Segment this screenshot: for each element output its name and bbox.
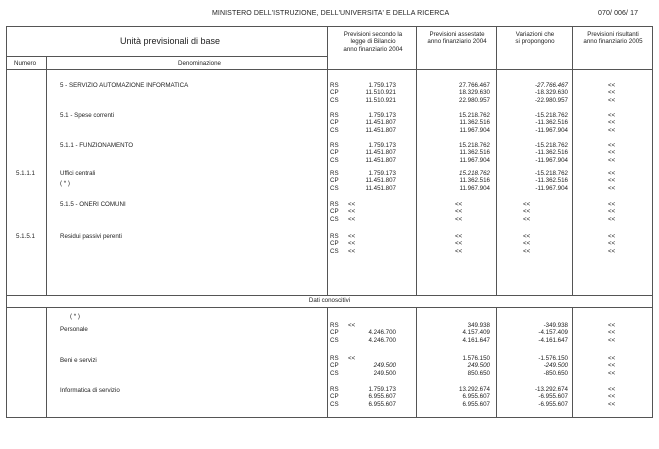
value-col1: 11.451.807 bbox=[365, 149, 396, 157]
value-col4: << bbox=[608, 82, 616, 89]
row-code: RS bbox=[330, 112, 339, 119]
value-col1: 6.955.607 bbox=[368, 400, 396, 408]
value-col1: 249.500 bbox=[373, 362, 396, 370]
value-col1: << bbox=[348, 240, 356, 248]
value-col2: << bbox=[455, 215, 463, 223]
unit-label: Uffici centrali bbox=[60, 170, 96, 177]
dati-star-note: ( * ) bbox=[70, 313, 80, 320]
col3-header: Variazioni che si propongono bbox=[515, 31, 555, 46]
row-code: CP bbox=[330, 119, 339, 127]
value-col3: -4.161.647 bbox=[538, 336, 568, 344]
row-code: CP bbox=[330, 240, 339, 248]
row-code: CS bbox=[330, 156, 339, 164]
value-col3: -15.218.762 bbox=[534, 170, 568, 177]
value-col1: << bbox=[348, 322, 356, 329]
value-col2: << bbox=[455, 201, 463, 208]
value-col1: 11.451.807 bbox=[365, 177, 396, 185]
value-col3: << bbox=[523, 240, 531, 248]
value-col2: << bbox=[455, 247, 463, 255]
value-col4: << bbox=[608, 240, 616, 248]
value-col4: << bbox=[608, 247, 616, 255]
value-col4: << bbox=[608, 156, 616, 164]
ministry-title: MINISTERO DELL'ISTRUZIONE, DELL'UNIVERSITA' E DELLA RICERCA bbox=[212, 10, 450, 17]
row-code: RS bbox=[330, 170, 339, 177]
row-code: CP bbox=[330, 177, 339, 185]
value-col2: 249.500 bbox=[467, 362, 490, 370]
value-col2: 11.362.516 bbox=[459, 177, 490, 185]
row-code: CS bbox=[330, 336, 339, 344]
value-col3: -11.362.516 bbox=[535, 119, 568, 127]
unita-header: Unità previsionali di base bbox=[120, 36, 221, 46]
value-col3: -4.157.409 bbox=[538, 329, 568, 337]
value-col1: << bbox=[348, 201, 356, 208]
value-col2: << bbox=[455, 240, 463, 248]
col2-header: Previsioni assestate anno finanziario 2004 bbox=[427, 31, 487, 46]
value-col3: -11.967.904 bbox=[535, 184, 568, 192]
value-col2: << bbox=[455, 208, 463, 216]
unit-label: 5.1.5 - ONERI COMUNI bbox=[60, 201, 126, 208]
value-col1: << bbox=[348, 247, 356, 255]
value-col3: -6.955.607 bbox=[538, 400, 568, 408]
value-col3: << bbox=[523, 215, 531, 223]
value-col1: 6.955.607 bbox=[368, 393, 396, 401]
value-col2: 11.362.516 bbox=[459, 149, 490, 157]
value-col4: << bbox=[608, 126, 616, 134]
numero-header: Numero bbox=[14, 60, 37, 67]
value-col1: << bbox=[348, 215, 356, 223]
row-code: RS bbox=[330, 201, 339, 208]
value-col1: 11.510.921 bbox=[365, 96, 396, 104]
value-col3: -27.766.467 bbox=[534, 82, 568, 89]
value-col4: << bbox=[608, 177, 616, 185]
page-reference: 070/ 006/ 17 bbox=[598, 10, 639, 17]
dati-conoscitivi-title: Dati conoscitivi bbox=[308, 297, 351, 304]
row-code: RS bbox=[330, 355, 339, 362]
row-code: RS bbox=[330, 142, 339, 149]
value-col2: 6.955.607 bbox=[462, 400, 490, 408]
value-col3: -15.218.762 bbox=[534, 112, 568, 119]
value-col1: << bbox=[348, 355, 356, 362]
row-code: CS bbox=[330, 400, 339, 408]
value-col2: 4.161.647 bbox=[462, 336, 490, 344]
value-col4: << bbox=[608, 201, 616, 208]
value-col2: 6.955.607 bbox=[462, 393, 490, 401]
value-col2: 4.157.409 bbox=[462, 329, 490, 337]
value-col2: 22.980.957 bbox=[459, 96, 490, 104]
row-code: CP bbox=[330, 329, 339, 337]
value-col2: 11.362.516 bbox=[459, 119, 490, 127]
value-col1: << bbox=[348, 208, 356, 216]
row-code: CP bbox=[330, 208, 339, 216]
value-col1: 11.451.807 bbox=[365, 184, 396, 192]
value-col3: -22.980.957 bbox=[534, 96, 568, 104]
value-col2: 13.292.674 bbox=[459, 386, 490, 393]
value-col2: 349.938 bbox=[467, 322, 490, 329]
value-col1: 1.759.173 bbox=[368, 386, 396, 393]
col1-header: Previsioni secondo la legge di Bilancio anno finanziario 2004 bbox=[343, 31, 403, 53]
value-col3: -11.967.904 bbox=[535, 126, 568, 134]
value-col1: 11.510.921 bbox=[365, 89, 396, 97]
row-code: CP bbox=[330, 362, 339, 370]
row-code: CS bbox=[330, 369, 339, 377]
value-col1: 11.451.807 bbox=[365, 119, 396, 127]
value-col4: << bbox=[608, 362, 616, 370]
value-col4: << bbox=[608, 208, 616, 216]
value-col3: -349.938 bbox=[543, 322, 568, 329]
value-col2: 11.967.904 bbox=[459, 126, 490, 134]
row-code: CS bbox=[330, 247, 339, 255]
value-col2: 18.329.630 bbox=[459, 89, 490, 97]
value-col4: << bbox=[608, 112, 616, 119]
unit-note: ( * ) bbox=[60, 180, 70, 187]
denominazione-header: Denominazione bbox=[178, 60, 221, 67]
value-col3: << bbox=[523, 208, 531, 216]
unit-number: 5.1.5.1 bbox=[16, 233, 35, 240]
value-col1: 1.759.173 bbox=[368, 112, 396, 119]
row-code: RS bbox=[330, 233, 339, 240]
row-code: CP bbox=[330, 149, 339, 157]
value-col4: << bbox=[608, 119, 616, 127]
value-col4: << bbox=[608, 393, 616, 401]
col4-header: Previsioni risultanti anno finanziario 2005 bbox=[583, 31, 643, 46]
value-col3: -1.576.150 bbox=[538, 355, 568, 362]
value-col3: -6.955.607 bbox=[538, 393, 568, 401]
value-col3: -18.329.630 bbox=[534, 89, 568, 97]
row-code: CP bbox=[330, 393, 339, 401]
unit-label: 5 - SERVIZIO AUTOMAZIONE INFORMATICA bbox=[60, 82, 189, 89]
row-code: CS bbox=[330, 184, 339, 192]
value-col3: -13.292.674 bbox=[534, 386, 568, 393]
unit-label: 5.1.1 - FUNZIONAMENTO bbox=[60, 142, 134, 149]
value-col3: -11.362.516 bbox=[535, 177, 568, 185]
value-col1: 1.759.173 bbox=[368, 82, 396, 89]
value-col4: << bbox=[608, 233, 616, 240]
row-code: CS bbox=[330, 215, 339, 223]
value-col2: 15.218.762 bbox=[459, 170, 490, 177]
row-code: RS bbox=[330, 82, 339, 89]
dati-row-label: Informatica di servizio bbox=[60, 387, 120, 394]
value-col4: << bbox=[608, 149, 616, 157]
row-code: RS bbox=[330, 386, 339, 393]
row-code: CS bbox=[330, 96, 339, 104]
value-col2: 1.576.150 bbox=[462, 355, 490, 362]
value-col2: 15.218.762 bbox=[459, 112, 490, 119]
row-code: CS bbox=[330, 126, 339, 134]
value-col4: << bbox=[608, 400, 616, 408]
value-col4: << bbox=[608, 184, 616, 192]
value-col3: << bbox=[523, 233, 531, 240]
value-col4: << bbox=[608, 336, 616, 344]
value-col1: 11.451.807 bbox=[365, 126, 396, 134]
value-col2: 15.218.762 bbox=[459, 142, 490, 149]
value-col2: 27.766.467 bbox=[459, 82, 490, 89]
value-col4: << bbox=[608, 369, 616, 377]
value-col3: << bbox=[523, 201, 531, 208]
dati-row-label: Personale bbox=[60, 326, 88, 333]
value-col1: 249.500 bbox=[373, 369, 396, 377]
value-col3: -11.362.516 bbox=[535, 149, 568, 157]
value-col2: << bbox=[455, 233, 463, 240]
value-col3: -249.500 bbox=[543, 362, 568, 370]
value-col2: 11.967.904 bbox=[459, 184, 490, 192]
value-col2: 850.650 bbox=[467, 369, 490, 377]
unit-label: 5.1 - Spese correnti bbox=[60, 112, 114, 119]
value-col4: << bbox=[608, 386, 616, 393]
value-col1: 11.451.807 bbox=[365, 156, 396, 164]
dati-row-label: Beni e servizi bbox=[60, 357, 97, 364]
value-col4: << bbox=[608, 89, 616, 97]
unit-label: Residui passivi perenti bbox=[60, 233, 122, 240]
value-col4: << bbox=[608, 215, 616, 223]
value-col4: << bbox=[608, 142, 616, 149]
value-col3: -850.650 bbox=[543, 369, 568, 377]
value-col1: 1.759.173 bbox=[368, 142, 396, 149]
value-col2: 11.967.904 bbox=[459, 156, 490, 164]
row-code: CP bbox=[330, 89, 339, 97]
value-col4: << bbox=[608, 355, 616, 362]
value-col3: << bbox=[523, 247, 531, 255]
value-col1: << bbox=[348, 233, 356, 240]
value-col4: << bbox=[608, 170, 616, 177]
value-col1: 4.246.700 bbox=[368, 336, 396, 344]
value-col3: -15.218.762 bbox=[534, 142, 568, 149]
value-col4: << bbox=[608, 322, 616, 329]
row-code: RS bbox=[330, 322, 339, 329]
value-col3: -11.967.904 bbox=[535, 156, 568, 164]
value-col4: << bbox=[608, 96, 616, 104]
unit-number: 5.1.1.1 bbox=[16, 170, 35, 177]
value-col4: << bbox=[608, 329, 616, 337]
value-col1: 1.759.173 bbox=[368, 170, 396, 177]
value-col1: 4.246.700 bbox=[368, 329, 396, 337]
